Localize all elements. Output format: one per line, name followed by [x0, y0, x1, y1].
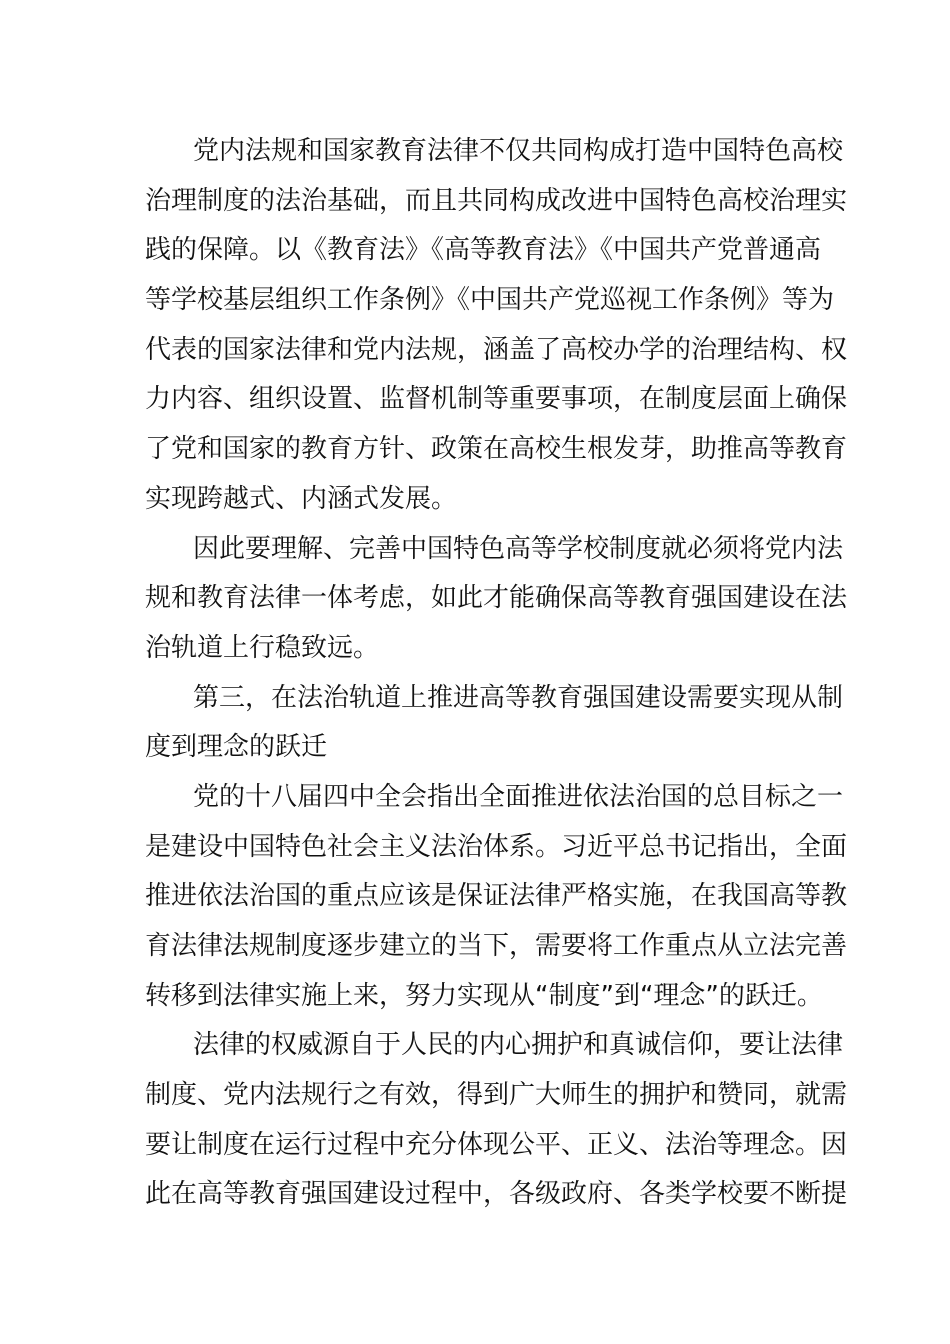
text-line: 代表的国家法律和党内法规，涵盖了高校办学的治理结构、权	[145, 334, 848, 365]
text-line: 因此要理解、完善中国特色高等学校制度就必须将党内法	[193, 533, 844, 564]
text-line: 转移到法律实施上来，努力实现从“制度”到“理念”的跃迁。	[145, 980, 823, 1011]
text-line: 法律的权威源自于人民的内心拥护和真诚信仰，要让法律	[193, 1030, 844, 1061]
section-heading-line: 第三，在法治轨道上推进高等教育强国建设需要实现从制	[193, 682, 844, 713]
text-line: 此在高等教育强国建设过程中，各级政府、各类学校要不断提	[145, 1179, 848, 1210]
text-line: 治轨道上行稳致远。	[145, 632, 380, 663]
text-line: 力内容、组织设置、监督机制等重要事项，在制度层面上确保	[145, 384, 848, 415]
text-line: 治理制度的法治基础，而且共同构成改进中国特色高校治理实	[145, 185, 848, 216]
text-line: 等学校基层组织工作条例》《中国共产党巡视工作条例》等为	[145, 285, 835, 316]
text-line: 党的十八届四中全会指出全面推进依法治国的总目标之一	[193, 781, 844, 812]
text-line: 了党和国家的教育方针、政策在高校生根发芽，助推高等教育	[145, 434, 848, 465]
text-line: 制度、党内法规行之有效，得到广大师生的拥护和赞同，就需	[145, 1080, 848, 1111]
section-heading-line: 度到理念的跃迁	[145, 732, 328, 763]
text-line: 是建设中国特色社会主义法治体系。习近平总书记指出，全面	[145, 831, 848, 862]
text-line: 党内法规和国家教育法律不仅共同构成打造中国特色高校	[193, 136, 844, 166]
text-line: 育法律法规制度逐步建立的当下，需要将工作重点从立法完善	[145, 931, 848, 961]
text-line: 践的保障。以《教育法》《高等教育法》《中国共产党普通高	[145, 235, 822, 266]
text-line: 推进依法治国的重点应该是保证法律严格实施，在我国高等教	[145, 881, 848, 912]
text-line: 实现跨越式、内涵式发展。	[145, 483, 458, 514]
document-body	[145, 127, 848, 1220]
text-line: 规和教育法律一体考虑，如此才能确保高等教育强国建设在法	[145, 583, 848, 614]
text-line: 要让制度在运行过程中充分体现公平、正义、法治等理念。因	[145, 1129, 848, 1160]
